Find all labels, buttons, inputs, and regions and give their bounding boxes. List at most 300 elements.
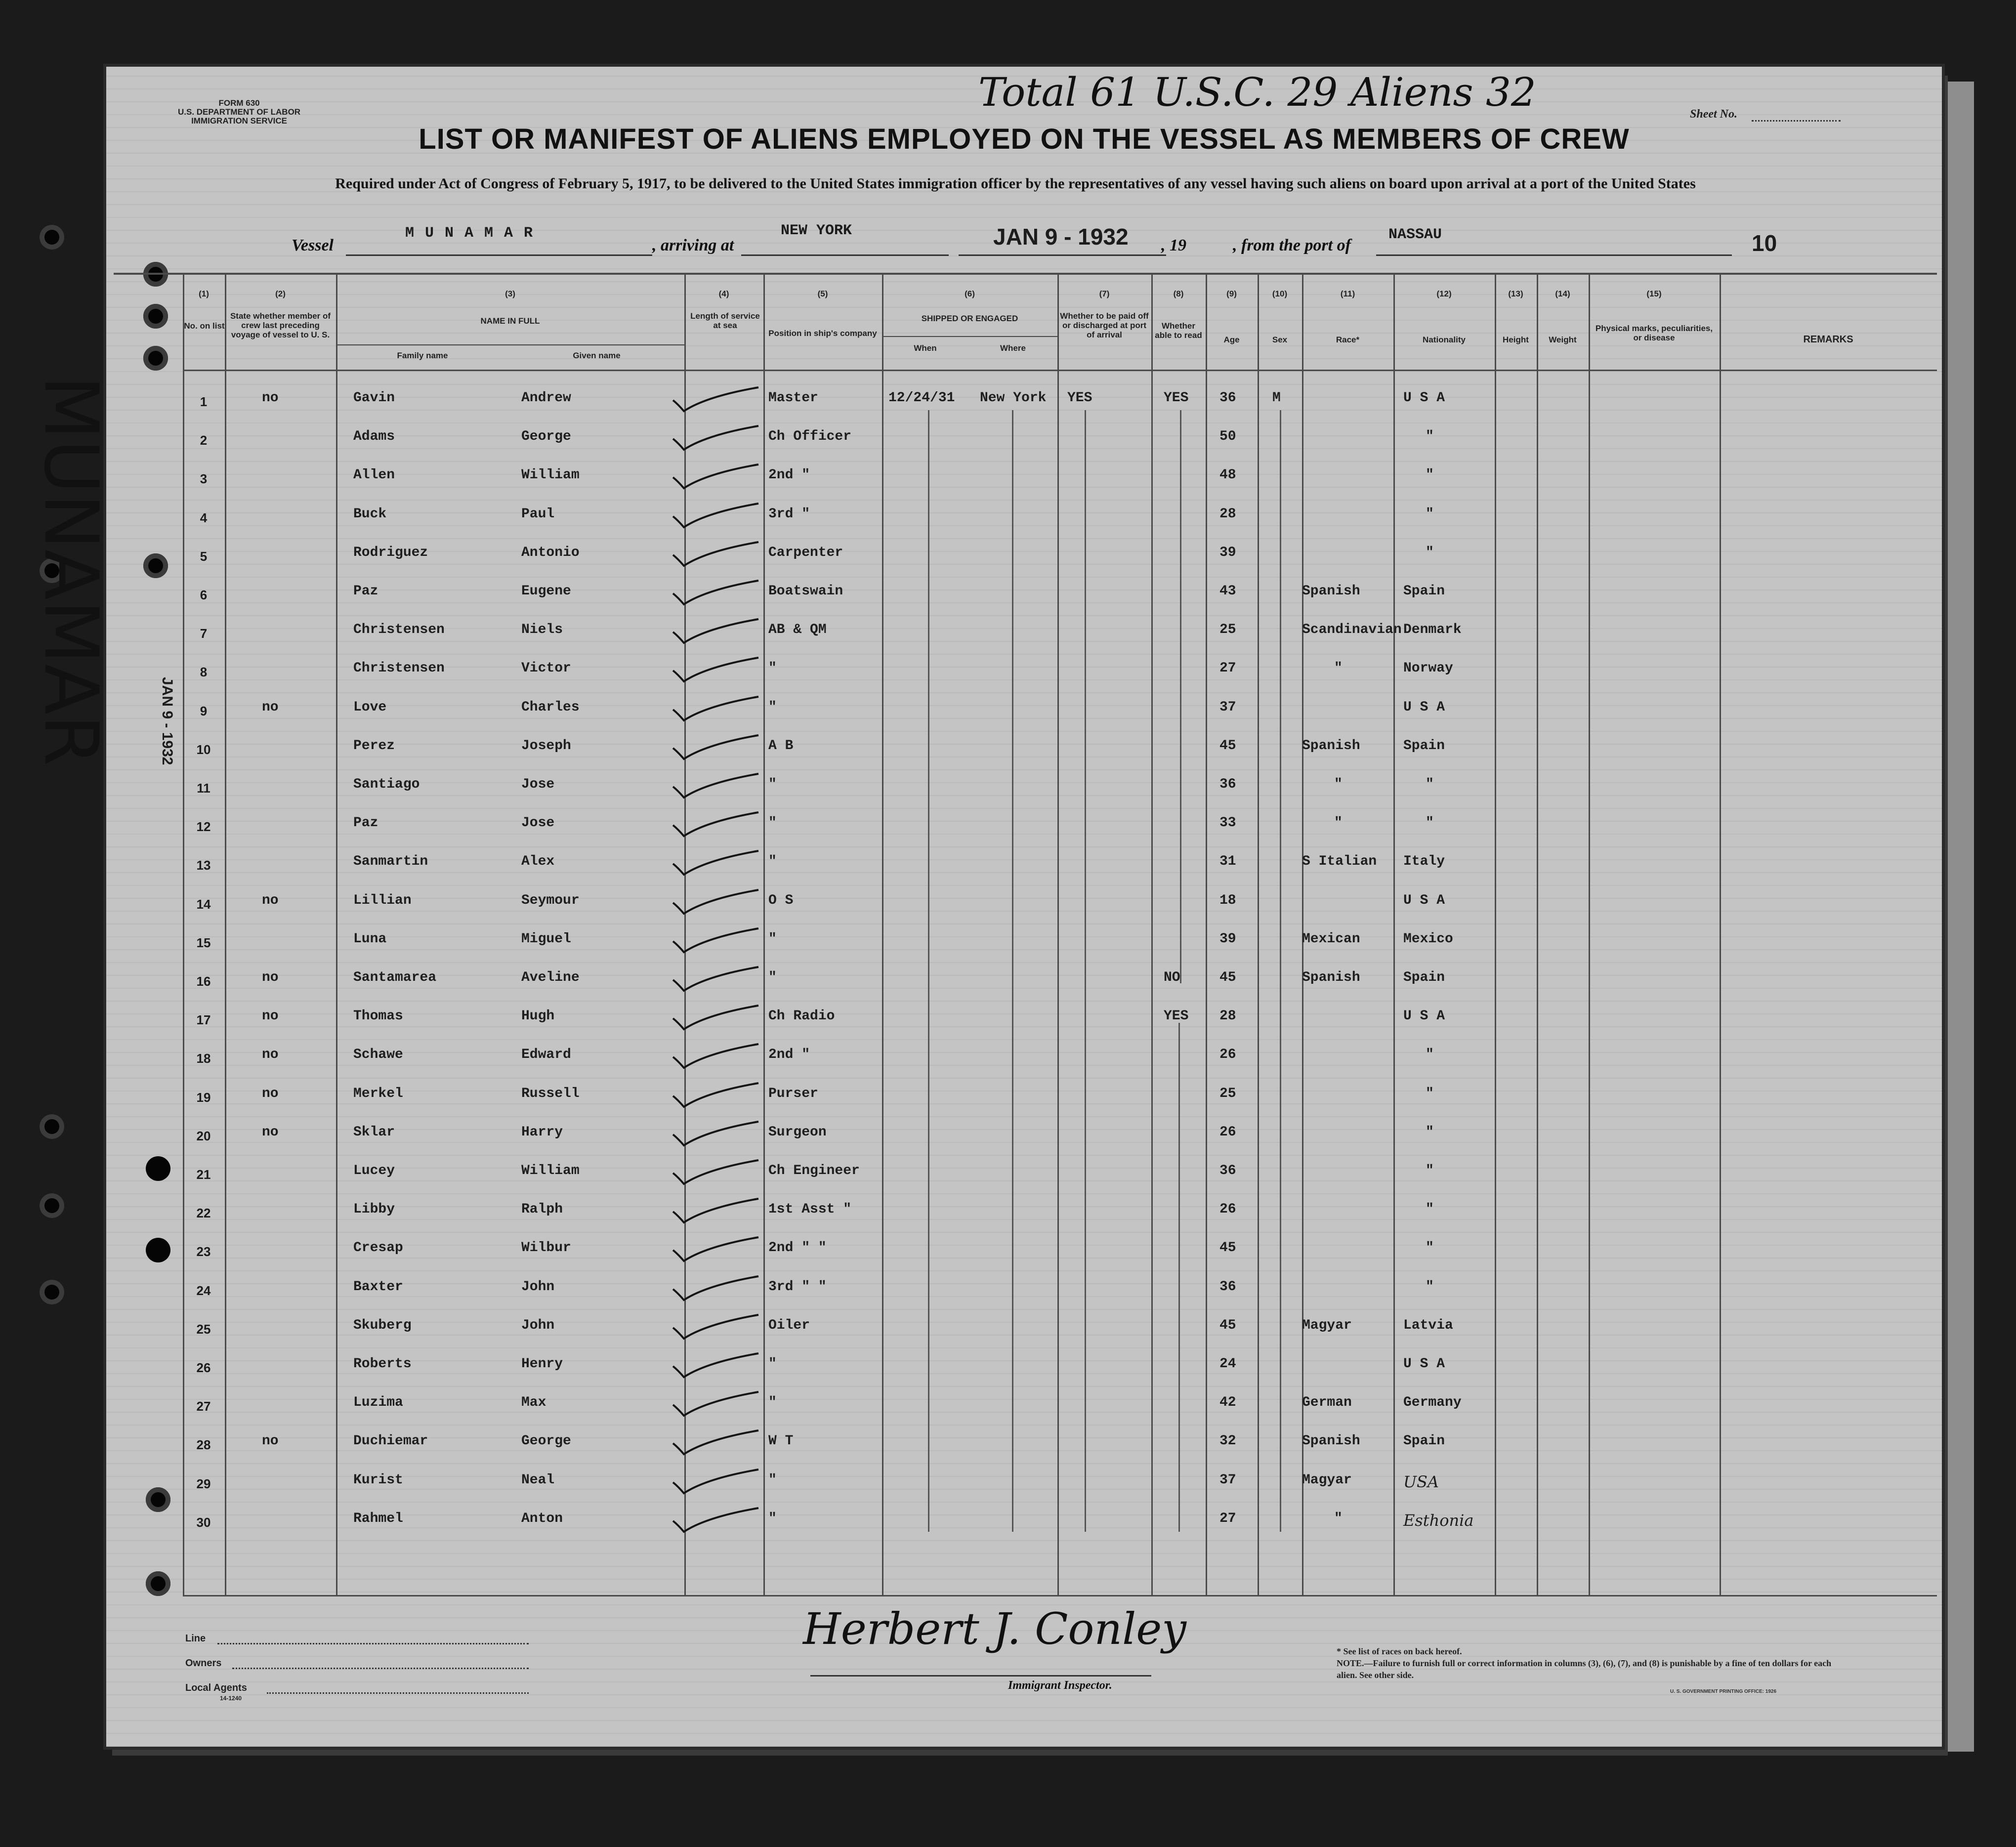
col-num: (12) xyxy=(1436,289,1452,298)
col-header-service: Length of service at sea xyxy=(690,311,760,330)
nationality-cell: " xyxy=(1426,506,1434,522)
check-mark-icon xyxy=(672,1507,761,1537)
family-name-cell: Rodriguez xyxy=(353,545,428,560)
row-number: 5 xyxy=(200,549,208,564)
prev-voyage-cell: no xyxy=(262,893,279,908)
col-header-prev-voyage: State whether member of crew last preceding voyage of vessel to U. S. xyxy=(230,311,331,339)
race-cell: Scandinavian xyxy=(1302,622,1402,637)
row-number: 1 xyxy=(200,394,208,409)
date-stamp: JAN 9 - 1932 xyxy=(993,224,1129,250)
row-number: 24 xyxy=(196,1283,211,1298)
check-mark-icon xyxy=(672,1082,761,1112)
check-mark-icon xyxy=(672,618,761,648)
race-cell: Mexican xyxy=(1302,931,1360,947)
sheet-number-label: Sheet No. xyxy=(1690,108,1737,121)
col-header-weight: Weight xyxy=(1549,335,1577,344)
position-cell: AB & QM xyxy=(768,622,827,637)
age-cell: 45 xyxy=(1219,1318,1236,1333)
position-cell: Purser xyxy=(768,1086,818,1101)
inspector-label: Immigrant Inspector. xyxy=(1008,1679,1112,1692)
age-cell: 26 xyxy=(1219,1202,1236,1217)
col-header-shipped: SHIPPED OR ENGAGED xyxy=(921,314,1018,323)
row-number: 25 xyxy=(196,1322,211,1337)
nationality-cell: U S A xyxy=(1403,700,1445,715)
arriving-label: , arriving at xyxy=(652,236,734,254)
family-name-cell: Perez xyxy=(353,738,395,754)
prev-voyage-cell: no xyxy=(262,1008,279,1024)
age-cell: 45 xyxy=(1219,738,1236,754)
col-header-physical-marks: Physical marks, peculiarities, or disease xyxy=(1595,324,1713,342)
nationality-cell: U S A xyxy=(1403,390,1445,406)
col-header-family: Family name xyxy=(397,351,448,360)
given-name-cell: Jose xyxy=(521,777,555,792)
row-number: 26 xyxy=(196,1360,211,1375)
position-cell: Master xyxy=(768,390,818,406)
arriving-underline xyxy=(741,254,949,256)
given-name-cell: Eugene xyxy=(521,584,571,599)
punch-hole xyxy=(40,1280,64,1304)
age-cell: 36 xyxy=(1219,390,1236,406)
punch-hole xyxy=(143,346,168,371)
check-mark-icon xyxy=(672,966,761,996)
row-number: 29 xyxy=(196,1476,211,1491)
col-num: (13) xyxy=(1508,289,1523,298)
family-name-cell: Duchiemar xyxy=(353,1433,428,1449)
row-number: 17 xyxy=(196,1012,211,1027)
given-name-cell: Russell xyxy=(521,1086,580,1101)
row-number: 2 xyxy=(200,433,208,448)
given-name-cell: Neal xyxy=(521,1472,555,1488)
age-cell: 45 xyxy=(1219,1240,1236,1256)
age-cell: 32 xyxy=(1219,1433,1236,1449)
row-number: 19 xyxy=(196,1090,211,1105)
row-number: 11 xyxy=(197,781,210,796)
age-cell: 43 xyxy=(1219,584,1236,599)
col-header-sex: Sex xyxy=(1272,335,1288,344)
age-cell: 42 xyxy=(1219,1395,1236,1410)
col-header-age: Age xyxy=(1223,335,1240,344)
age-cell: 37 xyxy=(1219,1472,1236,1488)
line-field xyxy=(217,1643,529,1644)
col-header-where: Where xyxy=(1000,343,1026,353)
check-mark-icon xyxy=(672,1352,761,1382)
family-name-cell: Christensen xyxy=(353,622,445,637)
ditto-line xyxy=(928,410,929,1532)
signature-line xyxy=(810,1675,1151,1677)
family-name-cell: Lillian xyxy=(353,893,412,908)
age-cell: 27 xyxy=(1219,661,1236,676)
nationality-cell: Mexico xyxy=(1403,931,1453,947)
row-number: 18 xyxy=(196,1051,211,1066)
check-mark-icon xyxy=(672,541,761,571)
check-mark-icon xyxy=(672,889,761,919)
row-number: 10 xyxy=(196,742,211,757)
name-subheader-border xyxy=(336,344,684,345)
family-name-cell: Allen xyxy=(353,467,395,483)
age-cell: 27 xyxy=(1219,1511,1236,1526)
position-cell: W T xyxy=(768,1433,794,1449)
given-name-cell: John xyxy=(521,1279,555,1295)
table-bottom-border xyxy=(183,1595,1937,1596)
prev-voyage-cell: no xyxy=(262,1125,279,1140)
check-mark-icon xyxy=(672,1314,761,1343)
check-mark-icon xyxy=(672,1236,761,1266)
position-cell: Ch Officer xyxy=(768,429,852,444)
position-cell: " xyxy=(768,1356,777,1372)
vessel-name: MUNAMAR xyxy=(405,225,544,242)
given-name-cell: Seymour xyxy=(521,893,580,908)
age-cell: 36 xyxy=(1219,1163,1236,1178)
family-name-cell: Paz xyxy=(353,815,378,831)
row-number: 13 xyxy=(196,858,211,873)
given-name-cell: Victor xyxy=(521,661,571,676)
check-mark-icon xyxy=(672,1429,761,1459)
able-to-read-cell: YES xyxy=(1164,390,1189,406)
sex-cell: M xyxy=(1272,390,1281,406)
col-border xyxy=(1537,274,1538,1596)
row-number: 14 xyxy=(196,897,211,912)
nationality-cell: U S A xyxy=(1403,1356,1445,1372)
given-name-cell: Ralph xyxy=(521,1202,563,1217)
given-name-cell: William xyxy=(521,467,580,483)
row-number: 8 xyxy=(200,665,208,679)
row-number: 23 xyxy=(196,1244,211,1259)
family-name-cell: Lucey xyxy=(353,1163,395,1178)
row-number: 6 xyxy=(200,588,208,602)
col-num: (3) xyxy=(505,289,515,298)
ditto-line xyxy=(1085,410,1086,1532)
check-mark-icon xyxy=(672,734,761,764)
from-port: NASSAU xyxy=(1388,226,1442,243)
punch-hole xyxy=(40,1114,64,1139)
local-agents-field xyxy=(267,1692,529,1694)
age-cell: 25 xyxy=(1219,622,1236,637)
nationality-cell: " xyxy=(1426,1086,1434,1101)
owners-field xyxy=(232,1668,529,1669)
family-name-cell: Santiago xyxy=(353,777,420,792)
check-mark-icon xyxy=(672,811,761,841)
given-name-cell: Miguel xyxy=(521,931,571,947)
col-num: (6) xyxy=(965,289,975,298)
row-number: 9 xyxy=(200,704,208,718)
family-name-cell: Merkel xyxy=(353,1086,403,1101)
position-cell: " xyxy=(768,777,777,792)
col-border xyxy=(1151,274,1153,1596)
prev-voyage-cell: no xyxy=(262,970,279,985)
col-num: (14) xyxy=(1555,289,1570,298)
nationality-cell: Norway xyxy=(1403,661,1453,676)
family-name-cell: Thomas xyxy=(353,1008,403,1024)
age-cell: 26 xyxy=(1219,1125,1236,1140)
ditto-line xyxy=(1012,410,1013,1532)
vessel-label: Vessel xyxy=(292,236,334,254)
family-name-cell: Libby xyxy=(353,1202,395,1217)
check-mark-icon xyxy=(672,927,761,957)
race-cell: " xyxy=(1334,1511,1343,1526)
col-header-remarks: REMARKS xyxy=(1803,334,1853,345)
age-cell: 37 xyxy=(1219,700,1236,715)
check-mark-icon xyxy=(672,1005,761,1034)
col-header-position: Position in ship's company xyxy=(768,329,877,338)
position-cell: 2nd " xyxy=(768,467,810,483)
date-underline xyxy=(959,254,1166,256)
age-cell: 25 xyxy=(1219,1086,1236,1101)
given-name-cell: John xyxy=(521,1318,555,1333)
given-name-cell: Alex xyxy=(521,854,555,869)
position-cell: 3rd " xyxy=(768,506,810,522)
local-agents-code: 14-1240 xyxy=(220,1695,242,1702)
age-cell: 28 xyxy=(1219,1008,1236,1024)
family-name-cell: Paz xyxy=(353,584,378,599)
position-cell: O S xyxy=(768,893,794,908)
col-num: (15) xyxy=(1646,289,1662,298)
race-cell: " xyxy=(1334,777,1343,792)
family-name-cell: Rahmel xyxy=(353,1511,403,1526)
nationality-cell: Latvia xyxy=(1403,1318,1453,1333)
race-cell: S Italian xyxy=(1302,854,1377,869)
check-mark-icon xyxy=(672,773,761,802)
nationality-cell: Italy xyxy=(1403,854,1445,869)
position-cell: 1st Asst " xyxy=(768,1202,852,1217)
family-name-cell: Christensen xyxy=(353,661,445,676)
nationality-cell: " xyxy=(1426,1279,1434,1295)
penalty-note: NOTE.—Failure to furnish full or correct information in columns (3), (6), (7), and (8) is punishable by a fine of ten dollars for each alien. See other side. xyxy=(1337,1658,1832,1680)
col-border xyxy=(336,274,337,1596)
given-name-cell: Harry xyxy=(521,1125,563,1140)
punch-hole xyxy=(146,1571,170,1596)
age-cell: 24 xyxy=(1219,1356,1236,1372)
nationality-cell: " xyxy=(1426,467,1434,483)
col-border xyxy=(1589,274,1590,1596)
col-num: (8) xyxy=(1173,289,1184,298)
check-mark-icon xyxy=(672,657,761,686)
given-name-cell: Antonio xyxy=(521,545,580,560)
col-header-race: Race* xyxy=(1336,335,1360,344)
col-border xyxy=(1720,274,1721,1596)
col-border xyxy=(1393,274,1395,1596)
race-cell: Magyar xyxy=(1302,1318,1352,1333)
table-top-border xyxy=(114,273,1937,275)
row-number: 15 xyxy=(196,935,211,950)
age-cell: 48 xyxy=(1219,467,1236,483)
nationality-cell: Spain xyxy=(1403,738,1445,754)
position-cell: " xyxy=(768,1395,777,1410)
nationality-cell: " xyxy=(1426,777,1434,792)
age-cell: 36 xyxy=(1219,777,1236,792)
col-border xyxy=(1495,274,1496,1596)
nationality-cell: U S A xyxy=(1403,1008,1445,1024)
row-number: 7 xyxy=(200,626,208,641)
check-mark-icon xyxy=(672,1198,761,1227)
given-name-cell: Anton xyxy=(521,1511,563,1526)
family-name-cell: Baxter xyxy=(353,1279,403,1295)
family-name-cell: Luna xyxy=(353,931,387,947)
row-number: 12 xyxy=(196,819,211,834)
col-border xyxy=(882,274,883,1596)
nationality-cell: Denmark xyxy=(1403,622,1462,637)
given-name-cell: Niels xyxy=(521,622,563,637)
margin-date-stamp: JAN 9 - 1932 xyxy=(159,677,175,765)
row-number: 28 xyxy=(196,1437,211,1452)
given-name-cell: Charles xyxy=(521,700,580,715)
able-to-read-cell: YES xyxy=(1164,1008,1189,1024)
col-border xyxy=(1206,274,1207,1596)
position-cell: Ch Engineer xyxy=(768,1163,860,1178)
race-note: * See list of races on back hereof. xyxy=(1337,1646,1462,1656)
nationality-cell: Spain xyxy=(1403,970,1445,985)
col-border xyxy=(225,274,226,1596)
position-cell: 2nd " xyxy=(768,1047,810,1062)
page-subtitle: Required under Act of Congress of February 5, 1917, to be delivered to the United States immigration officer by the representatives of any vessel having such aliens on board upon arrival at a port of the United States xyxy=(335,175,1696,192)
arriving-port: NEW YORK xyxy=(781,222,852,239)
position-cell: " xyxy=(768,1511,777,1526)
year-label: , 19 xyxy=(1161,236,1186,254)
given-name-cell: Hugh xyxy=(521,1008,555,1024)
age-cell: 39 xyxy=(1219,545,1236,560)
check-mark-icon xyxy=(672,1275,761,1305)
given-name-cell: William xyxy=(521,1163,580,1178)
nationality-cell: " xyxy=(1426,545,1434,560)
family-name-cell: Buck xyxy=(353,506,387,522)
punch-hole xyxy=(143,304,168,329)
check-mark-icon xyxy=(672,386,761,416)
check-mark-icon xyxy=(672,1159,761,1189)
from-port-label: , from the port of xyxy=(1233,236,1351,254)
col-header-paid-off: Whether to be paid off or discharged at port of arrival xyxy=(1060,311,1149,339)
position-cell: " xyxy=(768,700,777,715)
position-cell: Boatswain xyxy=(768,584,843,599)
check-mark-icon xyxy=(672,1121,761,1150)
race-cell: Spanish xyxy=(1302,970,1360,985)
col-header-nationality: Nationality xyxy=(1423,335,1466,344)
check-mark-icon xyxy=(672,850,761,880)
col-header-height: Height xyxy=(1503,335,1529,344)
col-header-given: Given name xyxy=(573,351,621,360)
line-label: Line xyxy=(185,1633,206,1644)
age-cell: 18 xyxy=(1219,893,1236,908)
family-name-cell: Adams xyxy=(353,429,395,444)
race-cell: Magyar xyxy=(1302,1472,1352,1488)
position-cell: " xyxy=(768,815,777,831)
race-cell: " xyxy=(1334,815,1343,831)
shipped-subheader-border xyxy=(882,336,1057,337)
nationality-cell: Esthonia xyxy=(1403,1511,1474,1530)
col-num: (5) xyxy=(817,289,828,298)
prev-voyage-cell: no xyxy=(262,1086,279,1101)
punch-hole xyxy=(143,553,168,578)
family-name-cell: Love xyxy=(353,700,387,715)
age-cell: 33 xyxy=(1219,815,1236,831)
nationality-cell: Spain xyxy=(1403,584,1445,599)
position-cell: " xyxy=(768,854,777,869)
family-name-cell: Kurist xyxy=(353,1472,403,1488)
position-cell: " xyxy=(768,661,777,676)
prev-voyage-cell: no xyxy=(262,1047,279,1062)
position-cell: A B xyxy=(768,738,794,754)
ditto-line xyxy=(1280,410,1281,1532)
nationality-cell: " xyxy=(1426,815,1434,831)
shipped-where-cell: New York xyxy=(980,390,1047,406)
race-cell: Spanish xyxy=(1302,738,1360,754)
given-name-cell: George xyxy=(521,429,571,444)
race-cell: " xyxy=(1334,661,1343,676)
page-title: LIST OR MANIFEST OF ALIENS EMPLOYED ON THE VESSEL AS MEMBERS OF CREW xyxy=(419,123,1630,155)
age-cell: 36 xyxy=(1219,1279,1236,1295)
row-number: 30 xyxy=(196,1515,211,1530)
check-mark-icon xyxy=(672,425,761,455)
age-cell: 50 xyxy=(1219,429,1236,444)
punch-hole xyxy=(146,1238,170,1262)
age-cell: 39 xyxy=(1219,931,1236,947)
handwritten-totals: Total 61 U.S.C. 29 Aliens 32 xyxy=(978,69,1536,115)
family-name-cell: Schawe xyxy=(353,1047,403,1062)
nationality-cell: " xyxy=(1426,1240,1434,1256)
nationality-cell: " xyxy=(1426,429,1434,444)
row-number: 4 xyxy=(200,510,208,525)
check-mark-icon xyxy=(672,1469,761,1498)
able-to-read-cell: NO xyxy=(1164,970,1180,985)
row-number: 3 xyxy=(200,471,208,486)
prev-voyage-cell: no xyxy=(262,1433,279,1449)
given-name-cell: Max xyxy=(521,1395,546,1410)
family-name-cell: Luzima xyxy=(353,1395,403,1410)
position-cell: Ch Radio xyxy=(768,1008,835,1024)
prev-voyage-cell: no xyxy=(262,390,279,406)
local-agents-label: Local Agents xyxy=(185,1682,247,1693)
given-name-cell: Henry xyxy=(521,1356,563,1372)
given-name-cell: Andrew xyxy=(521,390,571,406)
form-identifier: FORM 630 U.S. DEPARTMENT OF LABOR IMMIGRATION SERVICE xyxy=(178,98,301,126)
from-port-underline xyxy=(1376,254,1732,256)
family-name-cell: Sklar xyxy=(353,1125,395,1140)
punch-hole xyxy=(40,1193,64,1218)
col-num: (1) xyxy=(199,289,209,298)
check-mark-icon xyxy=(672,463,761,493)
nationality-cell: " xyxy=(1426,1163,1434,1178)
position-cell: Oiler xyxy=(768,1318,810,1333)
given-name-cell: Wilbur xyxy=(521,1240,571,1256)
family-name-cell: Sanmartin xyxy=(353,854,428,869)
family-name-cell: Cresap xyxy=(353,1240,403,1256)
age-cell: 26 xyxy=(1219,1047,1236,1062)
position-cell: 2nd " " xyxy=(768,1240,827,1256)
given-name-cell: Joseph xyxy=(521,738,571,754)
printer-mark: U. S. GOVERNMENT PRINTING OFFICE: 1926 xyxy=(1670,1689,1777,1694)
race-cell: Spanish xyxy=(1302,1433,1360,1449)
age-cell: 31 xyxy=(1219,854,1236,869)
check-mark-icon xyxy=(672,1043,761,1073)
nationality-cell: USA xyxy=(1403,1472,1439,1491)
nationality-cell: Germany xyxy=(1403,1395,1462,1410)
col-num: (4) xyxy=(718,289,729,298)
sheet-number-field xyxy=(1752,120,1841,122)
race-cell: Spanish xyxy=(1302,584,1360,599)
position-cell: Carpenter xyxy=(768,545,843,560)
paid-off-cell: YES xyxy=(1067,390,1092,406)
family-name-cell: Santamarea xyxy=(353,970,437,985)
vessel-underline xyxy=(346,254,652,256)
col-border xyxy=(1057,274,1059,1596)
prev-voyage-cell: no xyxy=(262,700,279,715)
ditto-line xyxy=(1178,1023,1180,1532)
check-mark-icon xyxy=(672,580,761,609)
owners-label: Owners xyxy=(185,1658,222,1669)
given-name-cell: Aveline xyxy=(521,970,580,985)
ditto-line xyxy=(1180,410,1181,983)
row-number: 16 xyxy=(196,974,211,989)
margin-vessel-name: MUNAMAR xyxy=(28,376,114,766)
nationality-cell: " xyxy=(1426,1202,1434,1217)
